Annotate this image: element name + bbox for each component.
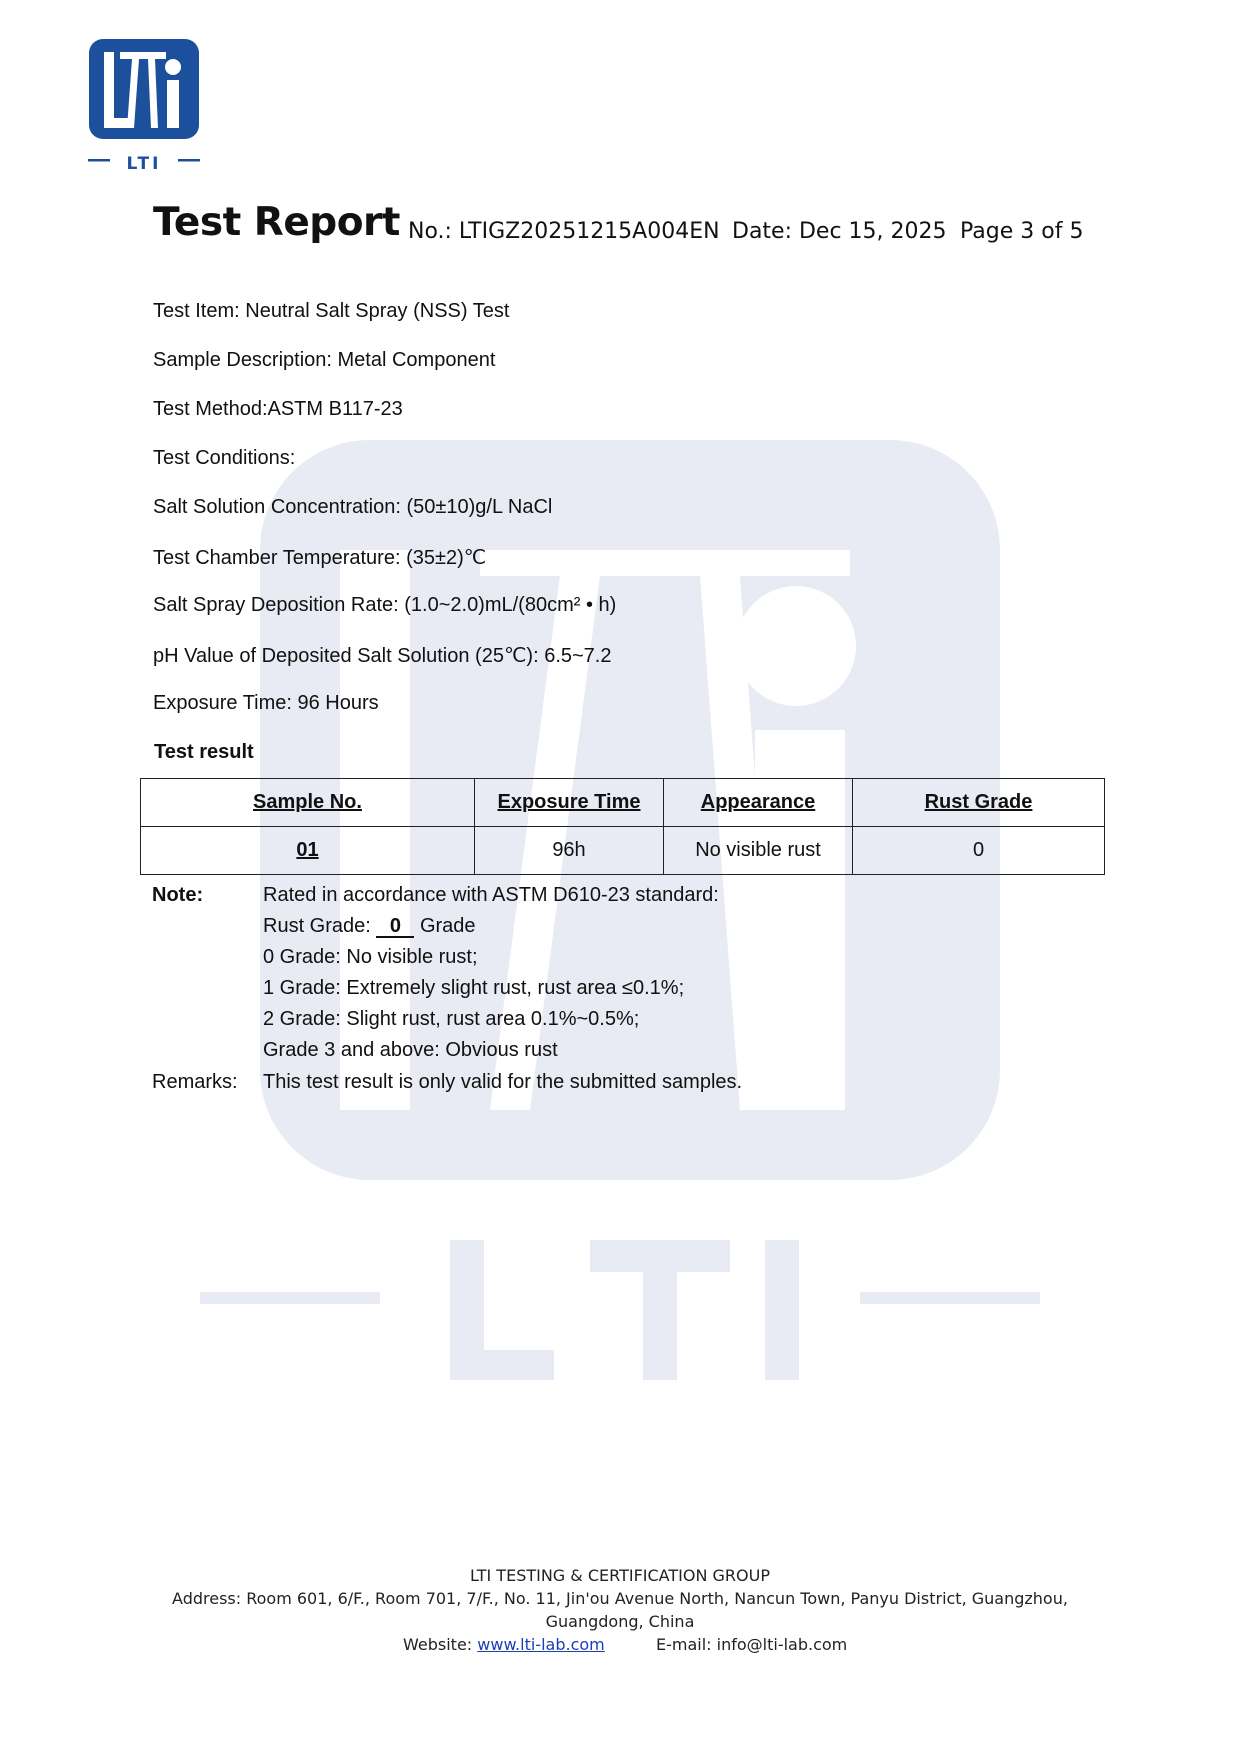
chamber-temperature: Test Chamber Temperature: (35±2)℃ xyxy=(153,547,487,569)
column-header-sample-no: Sample No. xyxy=(141,779,475,827)
column-header-appearance: Appearance xyxy=(664,779,853,827)
page-indicator: Page 3 of 5 xyxy=(960,219,1084,244)
table-header-row xyxy=(141,779,1105,827)
remarks-label: Remarks: xyxy=(152,1071,238,1093)
note-grade-2: 2 Grade: Slight rust, rust area 0.1%~0.5%; xyxy=(263,1008,640,1030)
cell-rust-grade: 0 xyxy=(853,827,1105,875)
test-result-table xyxy=(140,778,1105,875)
footer-address-line2: Guangdong, China xyxy=(545,1612,695,1631)
logo-text: LTI xyxy=(126,154,162,170)
rust-grade-prefix: Rust Grade: xyxy=(263,915,371,937)
cell-sample-no: 01 xyxy=(141,827,475,875)
test-item: Test Item: Neutral Salt Spray (NSS) Test xyxy=(153,300,510,322)
footer-address-line1: Address: Room 601, 6/F., Room 701, 7/F., No. 11, Jin'ou Avenue North, Nancun Town, Panyu District, Guangzhou, xyxy=(172,1589,1068,1608)
footer-company: LTI TESTING & CERTIFICATION GROUP xyxy=(470,1566,770,1585)
report-number: No.: LTIGZ20251215A004EN xyxy=(408,219,720,244)
test-result-heading: Test result xyxy=(154,741,254,763)
note-grade-1: 1 Grade: Extremely slight rust, rust area ≤0.1%; xyxy=(263,977,685,999)
column-header-rust-grade: Rust Grade xyxy=(853,779,1105,827)
test-conditions-label: Test Conditions: xyxy=(153,447,296,469)
test-method: Test Method:ASTM B117-23 xyxy=(153,398,403,420)
website-label: Website: xyxy=(403,1635,473,1654)
rust-grade-value: 0 xyxy=(376,916,414,938)
remarks-text: This test result is only valid for the submitted samples. xyxy=(263,1071,743,1093)
cell-exposure-time: 96h xyxy=(475,827,664,875)
note-label: Note: xyxy=(152,884,204,906)
column-header-exposure-time: Exposure Time xyxy=(475,779,664,827)
note-rated: Rated in accordance with ASTM D610-23 standard: xyxy=(263,884,719,906)
rust-grade-suffix: Grade xyxy=(419,915,476,937)
note-grade-0: 0 Grade: No visible rust; xyxy=(263,946,478,968)
cell-appearance: No visible rust xyxy=(664,827,853,875)
sample-description: Sample Description: Metal Component xyxy=(153,349,496,371)
report-title: Test Report xyxy=(153,200,400,245)
website-link[interactable]: www.lti-lab.com xyxy=(477,1635,605,1654)
footer-email: E-mail: info@lti-lab.com xyxy=(656,1635,848,1654)
footer-website xyxy=(403,1635,605,1654)
deposition-rate: Salt Spray Deposition Rate: (1.0~2.0)mL/(80cm² • h) xyxy=(153,594,617,616)
ph-value: pH Value of Deposited Salt Solution (25℃): 6.5~7.2 xyxy=(153,645,612,667)
note-grade-3: Grade 3 and above: Obvious rust xyxy=(263,1039,558,1061)
salt-concentration: Salt Solution Concentration: (50±10)g/L NaCl xyxy=(153,496,553,518)
exposure-time: Exposure Time: 96 Hours xyxy=(153,692,379,714)
report-date: Date: Dec 15, 2025 xyxy=(732,219,947,244)
lti-logo xyxy=(88,38,200,170)
table-row xyxy=(141,827,1105,875)
note-rust-grade xyxy=(263,915,476,938)
